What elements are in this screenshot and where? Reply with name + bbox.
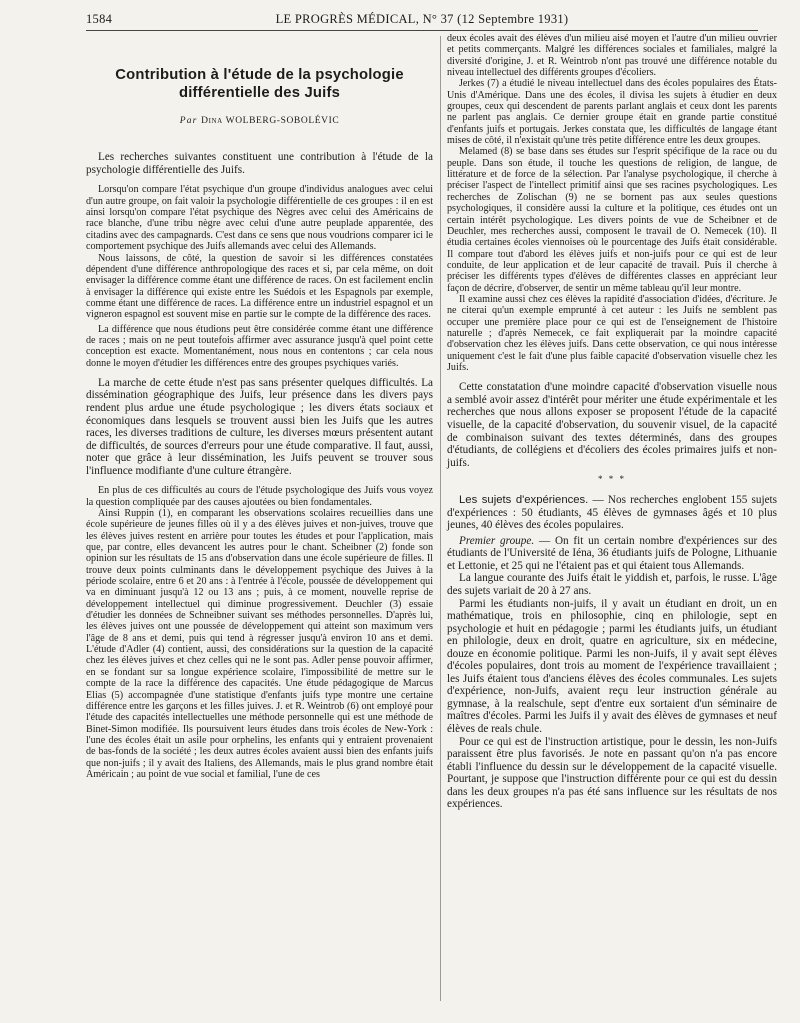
journal-title: LE PROGRÈS MÉDICAL, N° 37 (12 Septembre 1931) — [275, 12, 569, 26]
article-title — [90, 66, 429, 102]
title-line-1: Contribution à l'étude de la psychologie — [115, 67, 404, 83]
author-name: Dina WOLBERG-SOBOLÉVIC — [201, 116, 340, 126]
group-text: — On fit un certain nombre d'expériences sur des étudiants de l'Université de Iéna, 36 étudiants juifs de Pologne, Lithuanie et Lettonie, et 25 qui ne l'étaient pas et qui étaient tous Allemands. — [447, 534, 777, 572]
group-paragraph — [447, 535, 777, 573]
column-divider — [440, 36, 441, 1001]
section-separator: * * * — [598, 474, 626, 485]
paragraph: Parmi les étudiants non-juifs, il y avait un étudiant en droit, un en mathématique, trois en philosophie, cinq en philologie, sept en psychologie et huit en pédagogie ; parmi les étudiants juifs, un étudiant en philologie, deux en droit, quatre en agriculture, six en médecine, douze en économie politique. Parmi les non-Juifs, il y avait sept élèves d'écoles populaires, dont trois au moment de l'expérience travaillaient ; les Juifs étaient tous d'anciens élèves des écoles communales. Les sujets d'expérience, non-Juifs, avaient reçu leur instruction générale au gymnase, à la realschule, sept d'entre eux sortaient d'un séminaire de maîtres d'écoles. Parmi les Juifs il y avait des élèves de gymnases et neuf élèves de reals chule. — [447, 597, 777, 735]
section-paragraph — [447, 494, 777, 532]
paragraph: Lorsqu'on compare l'état psychique d'un groupe d'individus analogues avec celui d'un autre groupe, on fait valoir la psychologie différentielle de ces groupes : il en est ainsi lorsqu'on compare l'état psychique des Nègres avec celui des Américains de race blanche, d'une tribu nègre avec celui d'une autre peuplade apparentée, des citadins avec des campagnards. C'est dans ce sens que nous voudrions comparer ici le comportement psychique des Juifs allemands avec celui des Allemands. — [86, 184, 433, 253]
header-rule — [86, 30, 758, 31]
paragraph-continued: deux écoles avait des élèves d'un milieu aisé moyen et l'autre d'un milieu ouvrier et petits commerçants. Malgré les différences sociales et familiales, malgré la diversité d'origine, J. et R. Weintrob n'ont pas trouvé une différence notable du niveau intellectuel des différents groupes d'écoliers. — [447, 33, 777, 79]
title-line-2: différentielle des Juifs — [178, 85, 341, 101]
left-column — [86, 33, 433, 780]
paragraph: La marche de cette étude n'est pas sans présenter quelques difficultés. La dissémination géographique des Juifs, leur présence dans les divers pays rendent plus ardue une étude psychologique ; les divers états sociaux et économiques dans lesquels se trouvent aussi bien les Juifs que les autres races, les diverses traditions de culture, les diverses mœurs présentent autant de difficultés, de sources d'erreurs pour une étude comparative. Il faut, aussi, noter que grâce à leur dissémination, les Juifs peuvent se trouver sous l'influence modifiante d'une culture étrangère. — [86, 376, 433, 477]
group-label: Premier groupe. — [459, 534, 535, 547]
paragraph: La langue courante des Juifs était le yiddish et, parfois, le russe. L'âge des sujets variait de 20 à 27 ans. — [447, 572, 777, 597]
paragraph: Melamed (8) se base dans ses études sur l'esprit spécifique de la race ou du peuple. Dans son étude, il touche les questions de religion, de langue, de littérature et de force de la sélection. Par l'analyse psychologique, il cherche à préciser l'aspect de l'intellect primitif ainsi que ses racines psychologiques. Les recherches de Zolischan (9) ne se bornent pas aux seules questions psychologiques, il considère aussi la culture et la politique, ces études ont un certain intérêt psychologique. Les divers points de vue de Scheibner et de Deuchler, mes recherches aussi, composent le travail de O. Nemecek (10). Il étudia certaines écoles viennoises où le pourcentage des Juifs était considérable. Il compare tout d'abord les élèves juifs et non-juifs pour ce qui est de leur conduite, de leur application et de leur capacité de travail. Puis il cherche à préciser les différents types d'élèves de différentes classes en appréciant leur façon de décrire, d'observer, de sentir un même tableau qu'il leur montre. — [447, 146, 777, 294]
running-header — [86, 12, 758, 28]
paragraph: Nous laissons, de côté, la question de savoir si les différences constatées dépendent d'une différence anthropologique des races et si, par cela même, on doit envisager la différence comme étant une différence de races. On est facilement enclin à envisager la différence qui existe entre les Suédois et les Espagnols par exemple, comme étant une différence de races. La différence entre un industriel espagnol et un vigneron espagnol est souvent mise en partie sur le compte de la différence des races. — [86, 252, 433, 321]
paragraph: En plus de ces difficultés au cours de l'étude psychologique des Juifs vous voyez la question compliquée par des causes ajoutées ou bien fondamentales. — [86, 485, 433, 508]
author-prefix: Par — [179, 116, 202, 126]
section-heading: Les sujets d'expériences. — [459, 494, 589, 507]
page-number: 1584 — [86, 12, 113, 26]
article-author — [86, 116, 433, 127]
paragraph: Ainsi Ruppin (1), en comparant les observations scolaires recueillies dans une école supérieure de jeunes filles où il y a des élèves juives et non-juives, trouve que les élèves juives restent en arrière pour toutes les études et pour l'application, mais que, par contre, elles devancent les autres pour le chant. Scheibner (2) fonde son opinion sur les résultats de 15 ans d'observation dans une école supérieure de filles. Il trouve deux points culminants dans le développement psychique des Juives à la période scolaire, entre 6 et 20 ans : à l'entrée à l'école, poussée de développement qui va en diminuant jusqu'à 12 ou 13 ans ; puis, à ce moment, nouvelle reprise de développement intellectuel qui diminue progressivement. Deuchler (3) essaie d'étudier les données de Schneibner suivant ses méthodes personnelles. D'après lui, les élèves juives ont une poussée de développement qui atteint son maximum vers l'âge de 8 ans et demi, puis qui tend à régresser jusqu'à environ 10 ans et demi. L'étude d'Adler (4) contient, aussi, des considérations sur la question de la capacité chez les élèves juives et chez celles qui ne le sont pas. Adler pense pouvoir affirmer, en se fondant sur sa longue expérience scolaire, l'impossibilité de mettre sur le compte de la race la différence des capacités. Une étude pédagogique de Marcus Elias (5) accompagnée d'une statistique d'enfants juifs type montre une certaine différence entre les garçons et les filles juives. J. et R. Weintrob (6) ont employé pour l'étude des capacités intellectuelles une méthode personnelle qui est une méthode de Binet-Simon modifiée. Ils poursuivent leurs études dans trois écoles de New-York : l'une des écoles était un asile pour orphelins, les enfants qui y entraient provenaient de bas-fonds de la société ; les deux autres écoles avaient aussi bien des enfants juifs que non-juifs ; il y avait des Italiens, des Allemands, mais le plus grand nombre était Américain ; au point de vue social et familial, l'une de ces — [86, 508, 433, 780]
paragraph: La différence que nous étudions peut être considérée comme étant une différence de races ; mais on ne peut toutefois affirmer avec assurance jusqu'à quel point cette conception est exacte. Momentanément, nous nous en contentons ; car cela nous donne le moyen d'étudier les différences entre des groupes psychiques variés. — [86, 323, 433, 369]
section-heading-text: — Nos recherches englobent 155 sujets d'expériences : 50 étudiants, 45 élèves de gymnases âgés et 10 plus jeunes, 40 élèves des écoles populaires. — [447, 494, 777, 532]
right-column — [447, 33, 777, 811]
paragraph: Jerkes (7) a étudié le niveau intellectuel dans des écoles populaires des États-Unis d'Amérique. Dans une des écoles, il divisa les sujets à étudier en deux groupes, ceux qui descendent de parents parlant anglais et ceux dont les parents ne parlent pas anglais. Ce dernier groupe était en grande partie constitué d'enfants juifs et portugais. Jerkes constata que, les difficultés de langage étant mises de côté, il n'existait qu'une très petite différence entre les deux groupes. — [447, 78, 777, 147]
paragraph: Il examine aussi chez ces élèves la rapidité d'association d'idées, d'écriture. Je ne citerai qu'un exemple emprunté à cet auteur : les Juifs ne semblent pas occuper une première place pour ce qui est de l'enseignement de l'histoire naturelle ; d'après Nemecek, ce fait expliquerait par la moindre capacité d'observation chez les élèves juifs. Dans cette observation, ce qui nous intéresse uniquement c'est le fait d'une plus faible capacité d'observation visuelle chez les Juifs. — [447, 293, 777, 373]
paragraph: Pour ce qui est de l'instruction artistique, pour le dessin, les non-Juifs paraissent être plus favorisés. Je note en passant qu'on n'a pas encore établi l'influence du dessin sur le développement de la capacité visuelle. Pourtant, je suppose que l'instruction différente pour ce qui est du dessin dans les deux groupes n'a pas été sans influence sur les résultats de nos expériences. — [447, 735, 777, 811]
paragraph: Cette constatation d'une moindre capacité d'observation visuelle nous a semblé avoir assez d'intérêt pour mériter une étude expérimentale et les recherches que nous allons exposer se proposent l'étude de la capacité visuelle, de la capacité d'observation, du souvenir visuel, de la capacité de combinaison suivant des textes déterminés, dans des groupes d'étudiants, de collégiens et d'écoliers des écoles primaires juifs et non-juifs. — [447, 381, 777, 469]
paragraph-intro: Les recherches suivantes constituent une contribution à l'étude de la psychologie différentielle des Juifs. — [86, 151, 433, 176]
